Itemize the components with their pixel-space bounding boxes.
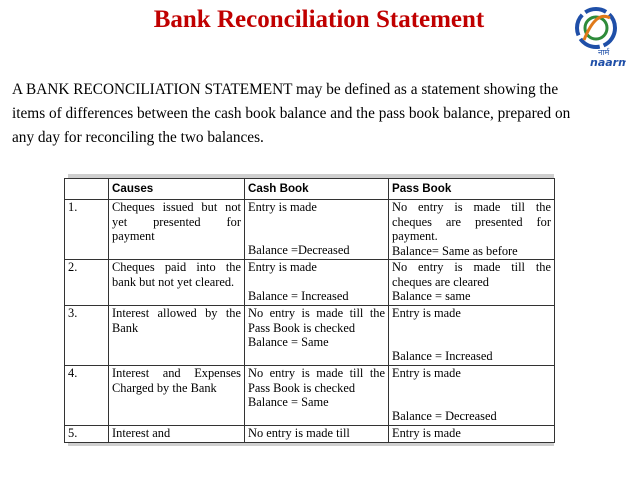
logo-hindi: नार्म [598,48,610,57]
naarm-logo [566,4,626,70]
row-cash-book: No entry is made till [245,426,389,443]
table-row [65,426,555,443]
header-causes: Causes [109,179,245,200]
row-pass-book [389,306,555,366]
row-cash-book [245,260,389,306]
row-cash-book [245,306,389,366]
table-row [65,260,555,306]
logo-text: naarm [590,56,626,69]
row-cause: Cheques issued but not yet presented for payment [109,200,245,260]
naarm-emblem-icon [566,4,626,70]
row-number: 4. [65,366,109,426]
header-pass-book: Pass Book [389,179,555,200]
pass-book-balance: Balance = Decreased [392,409,497,424]
row-cash-book [245,200,389,260]
cash-book-balance: Balance = Increased [248,289,349,304]
row-pass-book [389,200,555,260]
table-header-row [65,179,555,200]
pass-book-entry: Entry is made [392,366,461,380]
row-number: 1. [65,200,109,260]
row-pass-book [389,260,555,306]
cash-book-entry: Entry is made [248,260,317,274]
row-pass-book: Entry is made [389,426,555,443]
row-cause: Interest allowed by the Bank [109,306,245,366]
slide-title: Bank Reconciliation Statement [153,6,485,33]
table-row [65,366,555,426]
pass-book-entry: No entry is made till the cheques are cleared [392,260,551,289]
row-number: 2. [65,260,109,306]
cash-book-entry: No entry is made till the Pass Book is checked [248,366,385,395]
header-cash-book: Cash Book [245,179,389,200]
row-pass-book [389,366,555,426]
cash-book-balance: Balance = Same [248,395,329,410]
intro-paragraph: A BANK RECONCILIATION STATEMENT may be defined as a statement showing the items of differences between the cash book balance and the pass book balance, prepared on any day for reconciling the two balances. [12,81,571,146]
cash-book-balance: Balance =Decreased [248,243,350,258]
row-cause: Interest and [109,426,245,443]
row-cash-book [245,366,389,426]
pass-book-balance: Balance= Same as before [392,243,518,258]
cash-book-balance: Balance = Same [248,335,329,350]
pass-book-balance: Balance = Increased [392,349,493,364]
cash-book-entry: Entry is made [248,200,317,214]
pass-book-entry: Entry is made [392,306,461,320]
row-cause: Cheques paid into the bank but not yet cleared. [109,260,245,306]
row-number: 3. [65,306,109,366]
pass-book-balance: Balance = same [392,289,471,304]
table-row [65,200,555,260]
cash-book-entry: No entry is made till the Pass Book is checked [248,306,385,335]
reconciliation-table [64,178,555,443]
row-cause: Interest and Expenses Charged by the Bank [109,366,245,426]
pass-book-entry: No entry is made till the cheques are presented for payment. [392,200,551,244]
header-num [65,179,109,200]
table-row [65,306,555,366]
row-number: 5. [65,426,109,443]
